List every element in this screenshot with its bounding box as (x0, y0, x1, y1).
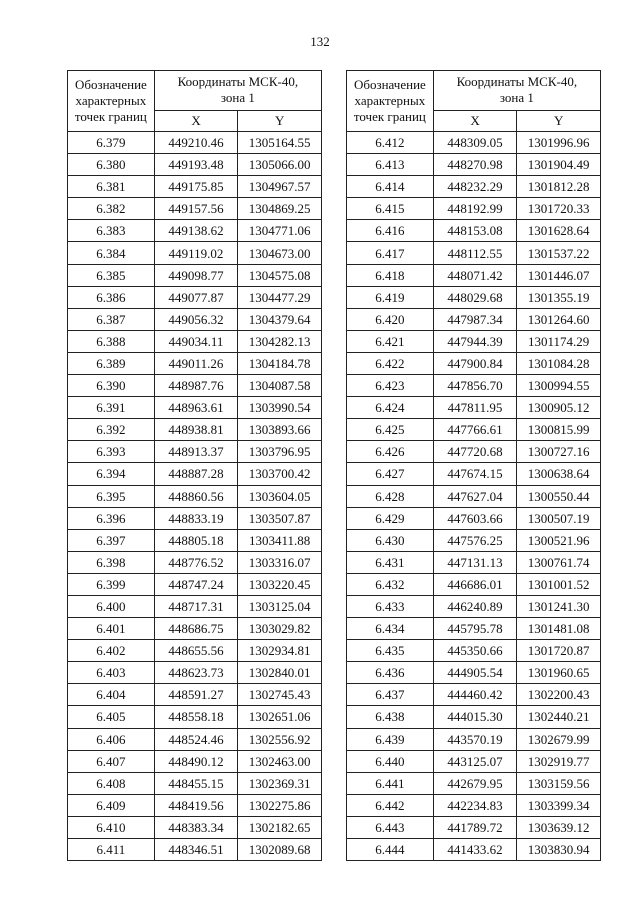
table-row (68, 352, 322, 374)
table-row (68, 419, 322, 441)
x-coordinate-cell: 449210.46 (154, 132, 238, 154)
point-id-cell: 6.442 (347, 794, 434, 816)
y-coordinate-cell: 1300905.12 (517, 397, 601, 419)
table-row (347, 176, 601, 198)
x-coordinate-cell: 448623.73 (154, 662, 238, 684)
point-id-cell: 6.438 (347, 706, 434, 728)
table-row (68, 242, 322, 264)
table-row (347, 839, 601, 861)
y-coordinate-cell: 1301628.64 (517, 220, 601, 242)
coordinates-table-left (67, 70, 322, 861)
point-id-cell: 6.394 (68, 463, 155, 485)
header-x: X (433, 110, 517, 131)
table-row (347, 618, 601, 640)
y-coordinate-cell: 1300521.96 (517, 529, 601, 551)
y-coordinate-cell: 1302440.21 (517, 706, 601, 728)
y-coordinate-cell: 1302919.77 (517, 750, 601, 772)
y-coordinate-cell: 1303507.87 (238, 507, 322, 529)
table-row (347, 352, 601, 374)
point-id-cell: 6.436 (347, 662, 434, 684)
x-coordinate-cell: 447987.34 (433, 308, 517, 330)
table-row (347, 198, 601, 220)
point-id-cell: 6.403 (68, 662, 155, 684)
point-id-cell: 6.397 (68, 529, 155, 551)
x-coordinate-cell: 449175.85 (154, 176, 238, 198)
point-id-cell: 6.389 (68, 352, 155, 374)
y-coordinate-cell: 1302463.00 (238, 750, 322, 772)
point-id-cell: 6.388 (68, 330, 155, 352)
point-id-cell: 6.382 (68, 198, 155, 220)
y-coordinate-cell: 1302182.65 (238, 816, 322, 838)
point-id-cell: 6.433 (347, 595, 434, 617)
table-row (68, 198, 322, 220)
y-coordinate-cell: 1301720.33 (517, 198, 601, 220)
point-id-cell: 6.383 (68, 220, 155, 242)
y-coordinate-cell: 1301720.87 (517, 640, 601, 662)
point-id-cell: 6.423 (347, 375, 434, 397)
point-id-cell: 6.398 (68, 551, 155, 573)
x-coordinate-cell: 448309.05 (433, 132, 517, 154)
point-id-cell: 6.409 (68, 794, 155, 816)
x-coordinate-cell: 444460.42 (433, 684, 517, 706)
y-coordinate-cell: 1300994.55 (517, 375, 601, 397)
table-row (347, 662, 601, 684)
y-coordinate-cell: 1303159.56 (517, 772, 601, 794)
y-coordinate-cell: 1303220.45 (238, 573, 322, 595)
point-id-cell: 6.418 (347, 264, 434, 286)
x-coordinate-cell: 448887.28 (154, 463, 238, 485)
point-id-cell: 6.421 (347, 330, 434, 352)
x-coordinate-cell: 443125.07 (433, 750, 517, 772)
x-coordinate-cell: 449056.32 (154, 308, 238, 330)
point-id-cell: 6.391 (68, 397, 155, 419)
table-row (68, 750, 322, 772)
x-coordinate-cell: 447720.68 (433, 441, 517, 463)
y-coordinate-cell: 1304184.78 (238, 352, 322, 374)
table-row (68, 772, 322, 794)
table-row (68, 176, 322, 198)
table-row (68, 794, 322, 816)
table-row (347, 507, 601, 529)
y-coordinate-cell: 1301446.07 (517, 264, 601, 286)
point-id-cell: 6.386 (68, 286, 155, 308)
point-id-cell: 6.387 (68, 308, 155, 330)
table-row (68, 154, 322, 176)
y-coordinate-cell: 1301084.28 (517, 352, 601, 374)
y-coordinate-cell: 1305066.00 (238, 154, 322, 176)
y-coordinate-cell: 1301264.60 (517, 308, 601, 330)
table-row (68, 132, 322, 154)
table-row (347, 419, 601, 441)
x-coordinate-cell: 448455.15 (154, 772, 238, 794)
point-id-cell: 6.415 (347, 198, 434, 220)
x-coordinate-cell: 448490.12 (154, 750, 238, 772)
y-coordinate-cell: 1302200.43 (517, 684, 601, 706)
header-y: Y (517, 110, 601, 131)
table-row (68, 308, 322, 330)
table-row (68, 375, 322, 397)
table-row (347, 485, 601, 507)
y-coordinate-cell: 1304379.64 (238, 308, 322, 330)
table-row (68, 330, 322, 352)
x-coordinate-cell: 448717.31 (154, 595, 238, 617)
x-coordinate-cell: 447944.39 (433, 330, 517, 352)
y-coordinate-cell: 1304087.58 (238, 375, 322, 397)
x-coordinate-cell: 447674.15 (433, 463, 517, 485)
x-coordinate-cell: 447766.61 (433, 419, 517, 441)
point-id-cell: 6.401 (68, 618, 155, 640)
y-coordinate-cell: 1301001.52 (517, 573, 601, 595)
y-coordinate-cell: 1302679.99 (517, 728, 601, 750)
point-id-cell: 6.427 (347, 463, 434, 485)
point-id-cell: 6.429 (347, 507, 434, 529)
point-id-cell: 6.435 (347, 640, 434, 662)
point-id-cell: 6.407 (68, 750, 155, 772)
point-id-cell: 6.425 (347, 419, 434, 441)
page-number: 132 (310, 34, 330, 49)
x-coordinate-cell: 449193.48 (154, 154, 238, 176)
y-coordinate-cell: 1304575.08 (238, 264, 322, 286)
point-id-cell: 6.392 (68, 419, 155, 441)
x-coordinate-cell: 448776.52 (154, 551, 238, 573)
table-row (68, 441, 322, 463)
point-id-cell: 6.434 (347, 618, 434, 640)
table-row (347, 308, 601, 330)
y-coordinate-cell: 1303830.94 (517, 839, 601, 861)
y-coordinate-cell: 1305164.55 (238, 132, 322, 154)
table-row (68, 595, 322, 617)
point-id-cell: 6.443 (347, 816, 434, 838)
table-row (347, 132, 601, 154)
y-coordinate-cell: 1302556.92 (238, 728, 322, 750)
x-coordinate-cell: 448419.56 (154, 794, 238, 816)
x-coordinate-cell: 441789.72 (433, 816, 517, 838)
x-coordinate-cell: 448860.56 (154, 485, 238, 507)
table-row (68, 573, 322, 595)
table-row (347, 640, 601, 662)
header-point-label: Обозначение характерных точек границ (68, 71, 155, 132)
table-row (347, 397, 601, 419)
x-coordinate-cell: 448805.18 (154, 529, 238, 551)
table-row (68, 529, 322, 551)
y-coordinate-cell: 1302369.31 (238, 772, 322, 794)
point-id-cell: 6.379 (68, 132, 155, 154)
x-coordinate-cell: 442679.95 (433, 772, 517, 794)
point-id-cell: 6.395 (68, 485, 155, 507)
x-coordinate-cell: 447856.70 (433, 375, 517, 397)
point-id-cell: 6.380 (68, 154, 155, 176)
table-row (347, 706, 601, 728)
table-row (347, 375, 601, 397)
x-coordinate-cell: 447811.95 (433, 397, 517, 419)
y-coordinate-cell: 1302934.81 (238, 640, 322, 662)
x-coordinate-cell: 449119.02 (154, 242, 238, 264)
y-coordinate-cell: 1303411.88 (238, 529, 322, 551)
x-coordinate-cell: 449098.77 (154, 264, 238, 286)
point-id-cell: 6.439 (347, 728, 434, 750)
table-row (347, 242, 601, 264)
y-coordinate-cell: 1300761.74 (517, 551, 601, 573)
table-row (68, 463, 322, 485)
y-coordinate-cell: 1302651.06 (238, 706, 322, 728)
y-coordinate-cell: 1303893.66 (238, 419, 322, 441)
table-row (68, 220, 322, 242)
point-id-cell: 6.381 (68, 176, 155, 198)
header-y: Y (238, 110, 322, 131)
table-row (68, 618, 322, 640)
x-coordinate-cell: 447900.84 (433, 352, 517, 374)
x-coordinate-cell: 448686.75 (154, 618, 238, 640)
table-row (347, 573, 601, 595)
x-coordinate-cell: 448232.29 (433, 176, 517, 198)
y-coordinate-cell: 1303029.82 (238, 618, 322, 640)
point-id-cell: 6.410 (68, 816, 155, 838)
x-coordinate-cell: 448524.46 (154, 728, 238, 750)
x-coordinate-cell: 448655.56 (154, 640, 238, 662)
table-row (347, 750, 601, 772)
point-id-cell: 6.430 (347, 529, 434, 551)
x-coordinate-cell: 449138.62 (154, 220, 238, 242)
x-coordinate-cell: 448270.98 (433, 154, 517, 176)
y-coordinate-cell: 1304967.57 (238, 176, 322, 198)
table-row (347, 286, 601, 308)
table-row (68, 816, 322, 838)
x-coordinate-cell: 449011.26 (154, 352, 238, 374)
x-coordinate-cell: 448963.61 (154, 397, 238, 419)
point-id-cell: 6.390 (68, 375, 155, 397)
table-row (347, 728, 601, 750)
y-coordinate-cell: 1302089.68 (238, 839, 322, 861)
x-coordinate-cell: 444015.30 (433, 706, 517, 728)
point-id-cell: 6.441 (347, 772, 434, 794)
x-coordinate-cell: 447603.66 (433, 507, 517, 529)
x-coordinate-cell: 448938.81 (154, 419, 238, 441)
y-coordinate-cell: 1304673.00 (238, 242, 322, 264)
x-coordinate-cell: 449077.87 (154, 286, 238, 308)
y-coordinate-cell: 1301355.19 (517, 286, 601, 308)
y-coordinate-cell: 1300507.19 (517, 507, 601, 529)
table-row (68, 684, 322, 706)
y-coordinate-cell: 1303990.54 (238, 397, 322, 419)
table-row (68, 640, 322, 662)
table-row (68, 286, 322, 308)
y-coordinate-cell: 1301812.28 (517, 176, 601, 198)
table-row (347, 595, 601, 617)
y-coordinate-cell: 1301481.08 (517, 618, 601, 640)
point-id-cell: 6.412 (347, 132, 434, 154)
table-row (68, 728, 322, 750)
table-row (347, 330, 601, 352)
y-coordinate-cell: 1302745.43 (238, 684, 322, 706)
point-id-cell: 6.384 (68, 242, 155, 264)
header-coordinates-group: Координаты МСК-40, зона 1 (154, 71, 321, 111)
y-coordinate-cell: 1302840.01 (238, 662, 322, 684)
x-coordinate-cell: 448346.51 (154, 839, 238, 861)
table-row (68, 507, 322, 529)
point-id-cell: 6.405 (68, 706, 155, 728)
y-coordinate-cell: 1301904.49 (517, 154, 601, 176)
table-row (347, 772, 601, 794)
x-coordinate-cell: 448029.68 (433, 286, 517, 308)
x-coordinate-cell: 448747.24 (154, 573, 238, 595)
point-id-cell: 6.440 (347, 750, 434, 772)
x-coordinate-cell: 448383.34 (154, 816, 238, 838)
table-row (347, 794, 601, 816)
y-coordinate-cell: 1304771.06 (238, 220, 322, 242)
header-point-label: Обозначение характерных точек границ (347, 71, 434, 132)
x-coordinate-cell: 448558.18 (154, 706, 238, 728)
point-id-cell: 6.428 (347, 485, 434, 507)
point-id-cell: 6.408 (68, 772, 155, 794)
y-coordinate-cell: 1302275.86 (238, 794, 322, 816)
x-coordinate-cell: 447576.25 (433, 529, 517, 551)
point-id-cell: 6.420 (347, 308, 434, 330)
table-row (347, 154, 601, 176)
y-coordinate-cell: 1303316.07 (238, 551, 322, 573)
table-row (347, 441, 601, 463)
x-coordinate-cell: 449034.11 (154, 330, 238, 352)
x-coordinate-cell: 445795.78 (433, 618, 517, 640)
point-id-cell: 6.414 (347, 176, 434, 198)
y-coordinate-cell: 1304282.13 (238, 330, 322, 352)
y-coordinate-cell: 1301960.65 (517, 662, 601, 684)
x-coordinate-cell: 444905.54 (433, 662, 517, 684)
point-id-cell: 6.416 (347, 220, 434, 242)
x-coordinate-cell: 448913.37 (154, 441, 238, 463)
point-id-cell: 6.399 (68, 573, 155, 595)
x-coordinate-cell: 448192.99 (433, 198, 517, 220)
point-id-cell: 6.396 (68, 507, 155, 529)
coordinates-table-right (346, 70, 601, 861)
point-id-cell: 6.422 (347, 352, 434, 374)
table-row (68, 264, 322, 286)
point-id-cell: 6.419 (347, 286, 434, 308)
point-id-cell: 6.426 (347, 441, 434, 463)
y-coordinate-cell: 1303125.04 (238, 595, 322, 617)
x-coordinate-cell: 448071.42 (433, 264, 517, 286)
x-coordinate-cell: 448153.08 (433, 220, 517, 242)
y-coordinate-cell: 1303399.34 (517, 794, 601, 816)
y-coordinate-cell: 1301537.22 (517, 242, 601, 264)
table-row (68, 662, 322, 684)
x-coordinate-cell: 448833.19 (154, 507, 238, 529)
y-coordinate-cell: 1303604.05 (238, 485, 322, 507)
table-row (347, 684, 601, 706)
table-row (347, 264, 601, 286)
y-coordinate-cell: 1304477.29 (238, 286, 322, 308)
y-coordinate-cell: 1301996.96 (517, 132, 601, 154)
point-id-cell: 6.431 (347, 551, 434, 573)
x-coordinate-cell: 447131.13 (433, 551, 517, 573)
header-coordinates-group: Координаты МСК-40, зона 1 (433, 71, 600, 111)
point-id-cell: 6.393 (68, 441, 155, 463)
table-row (347, 463, 601, 485)
point-id-cell: 6.385 (68, 264, 155, 286)
x-coordinate-cell: 446686.01 (433, 573, 517, 595)
y-coordinate-cell: 1301174.29 (517, 330, 601, 352)
point-id-cell: 6.406 (68, 728, 155, 750)
x-coordinate-cell: 443570.19 (433, 728, 517, 750)
x-coordinate-cell: 446240.89 (433, 595, 517, 617)
x-coordinate-cell: 448987.76 (154, 375, 238, 397)
header-x: X (154, 110, 238, 131)
y-coordinate-cell: 1300550.44 (517, 485, 601, 507)
y-coordinate-cell: 1303796.95 (238, 441, 322, 463)
point-id-cell: 6.413 (347, 154, 434, 176)
x-coordinate-cell: 442234.83 (433, 794, 517, 816)
point-id-cell: 6.400 (68, 595, 155, 617)
y-coordinate-cell: 1303700.42 (238, 463, 322, 485)
table-row (68, 706, 322, 728)
x-coordinate-cell: 445350.66 (433, 640, 517, 662)
y-coordinate-cell: 1300727.16 (517, 441, 601, 463)
y-coordinate-cell: 1303639.12 (517, 816, 601, 838)
table-row (68, 551, 322, 573)
point-id-cell: 6.437 (347, 684, 434, 706)
table-row (347, 529, 601, 551)
x-coordinate-cell: 441433.62 (433, 839, 517, 861)
y-coordinate-cell: 1300638.64 (517, 463, 601, 485)
point-id-cell: 6.411 (68, 839, 155, 861)
point-id-cell: 6.424 (347, 397, 434, 419)
table-row (347, 220, 601, 242)
table-row (68, 839, 322, 861)
y-coordinate-cell: 1300815.99 (517, 419, 601, 441)
x-coordinate-cell: 448591.27 (154, 684, 238, 706)
point-id-cell: 6.402 (68, 640, 155, 662)
x-coordinate-cell: 448112.55 (433, 242, 517, 264)
x-coordinate-cell: 447627.04 (433, 485, 517, 507)
y-coordinate-cell: 1301241.30 (517, 595, 601, 617)
point-id-cell: 6.444 (347, 839, 434, 861)
table-row (68, 397, 322, 419)
point-id-cell: 6.432 (347, 573, 434, 595)
table-row (347, 816, 601, 838)
table-row (68, 485, 322, 507)
point-id-cell: 6.417 (347, 242, 434, 264)
y-coordinate-cell: 1304869.25 (238, 198, 322, 220)
point-id-cell: 6.404 (68, 684, 155, 706)
x-coordinate-cell: 449157.56 (154, 198, 238, 220)
table-row (347, 551, 601, 573)
